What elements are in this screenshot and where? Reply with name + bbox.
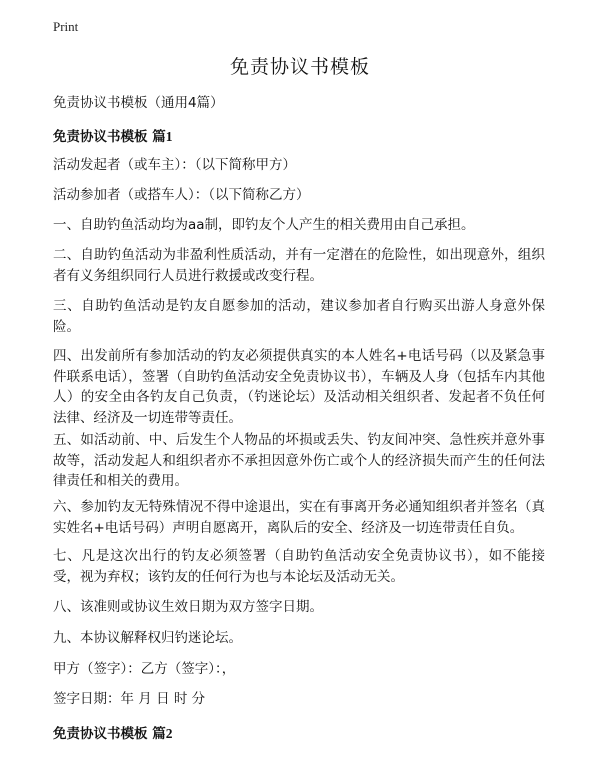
document-subtitle: 免责协议书模板（通用4篇） bbox=[53, 95, 224, 111]
section-2-heading-number: 2 bbox=[165, 726, 173, 741]
section-1-heading-number: 1 bbox=[165, 129, 173, 144]
clause-9: 九、本协议解释权归钓迷论坛。 bbox=[53, 630, 242, 646]
clause-8: 八、该准则或协议生效日期为双方签字日期。 bbox=[53, 599, 323, 615]
document-title: 免责协议书模板 bbox=[229, 56, 370, 78]
clause-3: 三、自助钓鱼活动是钓友自愿参加的活动，建议参加者自行购买出游人身意外保险。 bbox=[53, 298, 545, 335]
clause-7: 七、凡是这次出行的钓友必须签署（自助钓鱼活动安全免责协议书），如不能接受，视为弃权；该钓友的任何行为也与本论坛及活动无关。 bbox=[53, 548, 545, 585]
signature-line: 甲方（签字）：乙方（签字）：， bbox=[53, 661, 236, 677]
print-label: Print bbox=[53, 19, 79, 34]
section-2-heading-text: 免责协议书模板 篇 bbox=[53, 726, 166, 742]
sign-date-line: 签字日期：年 月 日 时 分 bbox=[53, 691, 206, 707]
section-1-heading-text: 免责协议书模板 篇 bbox=[53, 129, 166, 145]
clause-5: 五、如活动前、中、后发生个人物品的坏损或丢失、钓友间冲突、急性疾并意外事故等，活动发起人和组织者亦不承担因意外伤亡或个人的经济损失而产生的任何法律责任和相关的费用。 bbox=[53, 432, 545, 489]
section-2-heading bbox=[53, 722, 172, 742]
party-a-line: 活动发起者（或车主）：（以下简称甲方） bbox=[53, 157, 296, 173]
clause-2: 二、自助钓鱼活动为非盈利性质活动，并有一定潜在的危险性，如出现意外，组织者有义务组织同行人员进行救援或改变行程。 bbox=[53, 247, 545, 284]
party-b-line: 活动参加者（或搭车人）：（以下简称乙方） bbox=[53, 187, 310, 203]
clause-1: 一、自助钓鱼活动均为aa制，即钓友个人产生的相关费用由自己承担。 bbox=[53, 217, 475, 233]
clause-6: 六、参加钓友无特殊情况不得中途退出，实在有事离开务必通知组织者并签名（真实姓名+电话号码）声明自愿离开，离队后的安全、经济及一切连带责任自负。 bbox=[53, 499, 545, 536]
clause-4: 四、出发前所有参加活动的钓友必须提供真实的本人姓名+电话号码（以及紧急事件联系电话），签署（自助钓鱼活动安全免责协议书），车辆及人身（包括车内其他人）的安全由各钓友自己负责，（钓迷论坛）及活动相关组织者、发起者不负任何法律、经济及一切连带等责任。 bbox=[53, 348, 545, 426]
section-1-heading bbox=[53, 125, 172, 145]
